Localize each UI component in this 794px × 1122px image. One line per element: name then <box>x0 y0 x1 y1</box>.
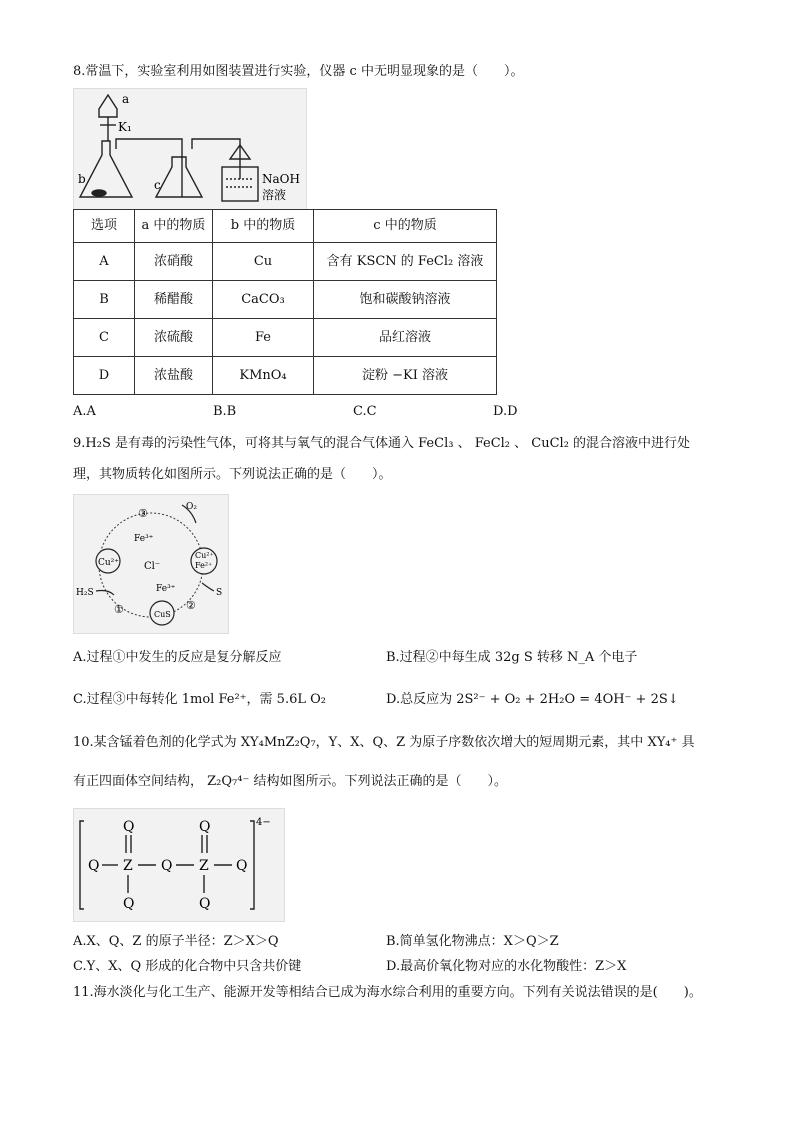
cell: A <box>74 243 135 281</box>
cell: 浓盐酸 <box>135 357 213 395</box>
cell: B <box>74 281 135 319</box>
header-a: a 中的物质 <box>135 210 213 243</box>
cell: 浓硝酸 <box>135 243 213 281</box>
label-cl: Cl⁻ <box>144 561 161 572</box>
label-h2s: H₂S <box>76 588 94 598</box>
funnel-a-shape <box>99 95 117 117</box>
cell: 含有 KSCN 的 FeCl₂ 溶液 <box>314 243 497 281</box>
label-step1: ① <box>114 603 124 616</box>
atom-q: Q <box>88 858 100 874</box>
atom-q: Q <box>236 858 248 874</box>
q11-stem: 11.海水淡化与化工生产、能源开发等相结合已成为海水综合利用的重要方向。下列有关说法错误的是( )。 <box>73 985 702 1000</box>
q9-cycle-figure <box>73 494 229 634</box>
cell: 饱和碳酸钠溶液 <box>314 281 497 319</box>
q9-option-a[interactable]: A.过程①中发生的反应是复分解反应 <box>73 650 282 665</box>
atom-q: Q <box>199 819 211 835</box>
choice-c[interactable]: C.C <box>353 404 377 419</box>
atom-q: Q <box>161 858 173 874</box>
label-cu2-right: Cu²⁺ <box>195 551 214 560</box>
q9-option-b[interactable]: B.过程②中每生成 32g S 转移 N_A 个电子 <box>386 650 638 665</box>
choice-a[interactable]: A.A <box>73 404 96 419</box>
q9-stem-line1: 9.H₂S 是有毒的污染性气体，可将其与氧气的混合气体通入 FeCl₃ 、 FeCl₂ 、 CuCl₂ 的混合溶液中进行处 <box>73 436 691 451</box>
apparatus-diagram <box>74 89 306 209</box>
cell: 淀粉 −KI 溶液 <box>314 357 497 395</box>
cell: D <box>74 357 135 395</box>
atom-q: Q <box>123 819 135 835</box>
cycle-diagram <box>74 495 228 633</box>
label-fe2-right: Fe²⁺ <box>195 561 213 570</box>
label-o2: O₂ <box>186 502 197 512</box>
cell: Cu <box>213 243 314 281</box>
q8-choices <box>73 402 518 422</box>
q8-options-table <box>73 209 497 395</box>
label-fe3-top: Fe³⁺ <box>134 534 154 544</box>
q9-option-d[interactable]: D.总反应为 2S²⁻ + O₂ + 2H₂O = 4OH⁻ + 2S↓ <box>386 692 679 707</box>
cell: 品红溶液 <box>314 319 497 357</box>
label-fe3-bottom: Fe³⁺ <box>156 584 176 594</box>
q10-option-a[interactable]: A.X、Q、Z 的原子半径：Z＞X＞Q <box>73 934 279 949</box>
table-header-row <box>74 210 497 243</box>
header-b: b 中的物质 <box>213 210 314 243</box>
cell: KMnO₄ <box>213 357 314 395</box>
label-s: S <box>216 588 223 598</box>
q10-option-b[interactable]: B.简单氢化物沸点：X＞Q＞Z <box>386 934 559 949</box>
atom-q: Q <box>123 896 135 912</box>
q10-stem-line2: 有正四面体空间结构， Z₂Q₇⁴⁻ 结构如图所示。下列说法正确的是（ ）。 <box>73 774 507 789</box>
q9-stem-line2: 理，其物质转化如图所示。下列说法正确的是（ ）。 <box>73 467 392 482</box>
label-cu2: Cu²⁺ <box>98 558 120 568</box>
table-row <box>74 281 497 319</box>
cell: C <box>74 319 135 357</box>
flask-b-shape <box>80 141 132 197</box>
q8-apparatus-figure <box>73 88 307 210</box>
label-naoh: NaOH <box>262 172 300 186</box>
q9-option-c[interactable]: C.过程③中每转化 1mol Fe²⁺，需 5.6L O₂ <box>73 692 326 707</box>
label-b: b <box>78 172 86 186</box>
header-option: 选项 <box>74 210 135 243</box>
q10-structure-figure <box>73 808 285 922</box>
label-step2: ② <box>186 599 196 612</box>
cell: Fe <box>213 319 314 357</box>
atom-q: Q <box>199 896 211 912</box>
cell: 浓硫酸 <box>135 319 213 357</box>
q8-stem: 8.常温下，实验室利用如图装置进行实验，仪器 c 中无明显现象的是（ ）。 <box>73 64 524 79</box>
label-cus: CuS <box>154 610 171 619</box>
label-k1: K₁ <box>118 120 132 134</box>
structure-diagram <box>74 809 284 921</box>
label-a: a <box>122 92 130 106</box>
q10-stem-line1: 10.某含锰着色剂的化学式为 XY₄MnZ₂Q₇，Y、X、Q、Z 为原子序数依次增大的短周期元素，其中 XY₄⁺ 具 <box>73 735 695 750</box>
choice-b[interactable]: B.B <box>213 404 237 419</box>
flask-c-shape <box>156 157 202 197</box>
atom-z: Z <box>199 858 209 874</box>
label-solution: 溶液 <box>262 188 287 202</box>
atom-z: Z <box>123 858 133 874</box>
header-c: c 中的物质 <box>314 210 497 243</box>
q10-option-c[interactable]: C.Y、X、Q 形成的化合物中只含共价键 <box>73 959 302 974</box>
table-row <box>74 357 497 395</box>
cell: 稀醋酸 <box>135 281 213 319</box>
table-row <box>74 243 497 281</box>
choice-d[interactable]: D.D <box>493 404 518 419</box>
label-step3: ③ <box>138 507 148 520</box>
q10-option-d[interactable]: D.最高价氧化物对应的水化物酸性：Z＞X <box>386 959 627 974</box>
table-row <box>74 319 497 357</box>
label-c: c <box>154 178 161 192</box>
cell: CaCO₃ <box>213 281 314 319</box>
charge-label: 4− <box>256 817 271 828</box>
